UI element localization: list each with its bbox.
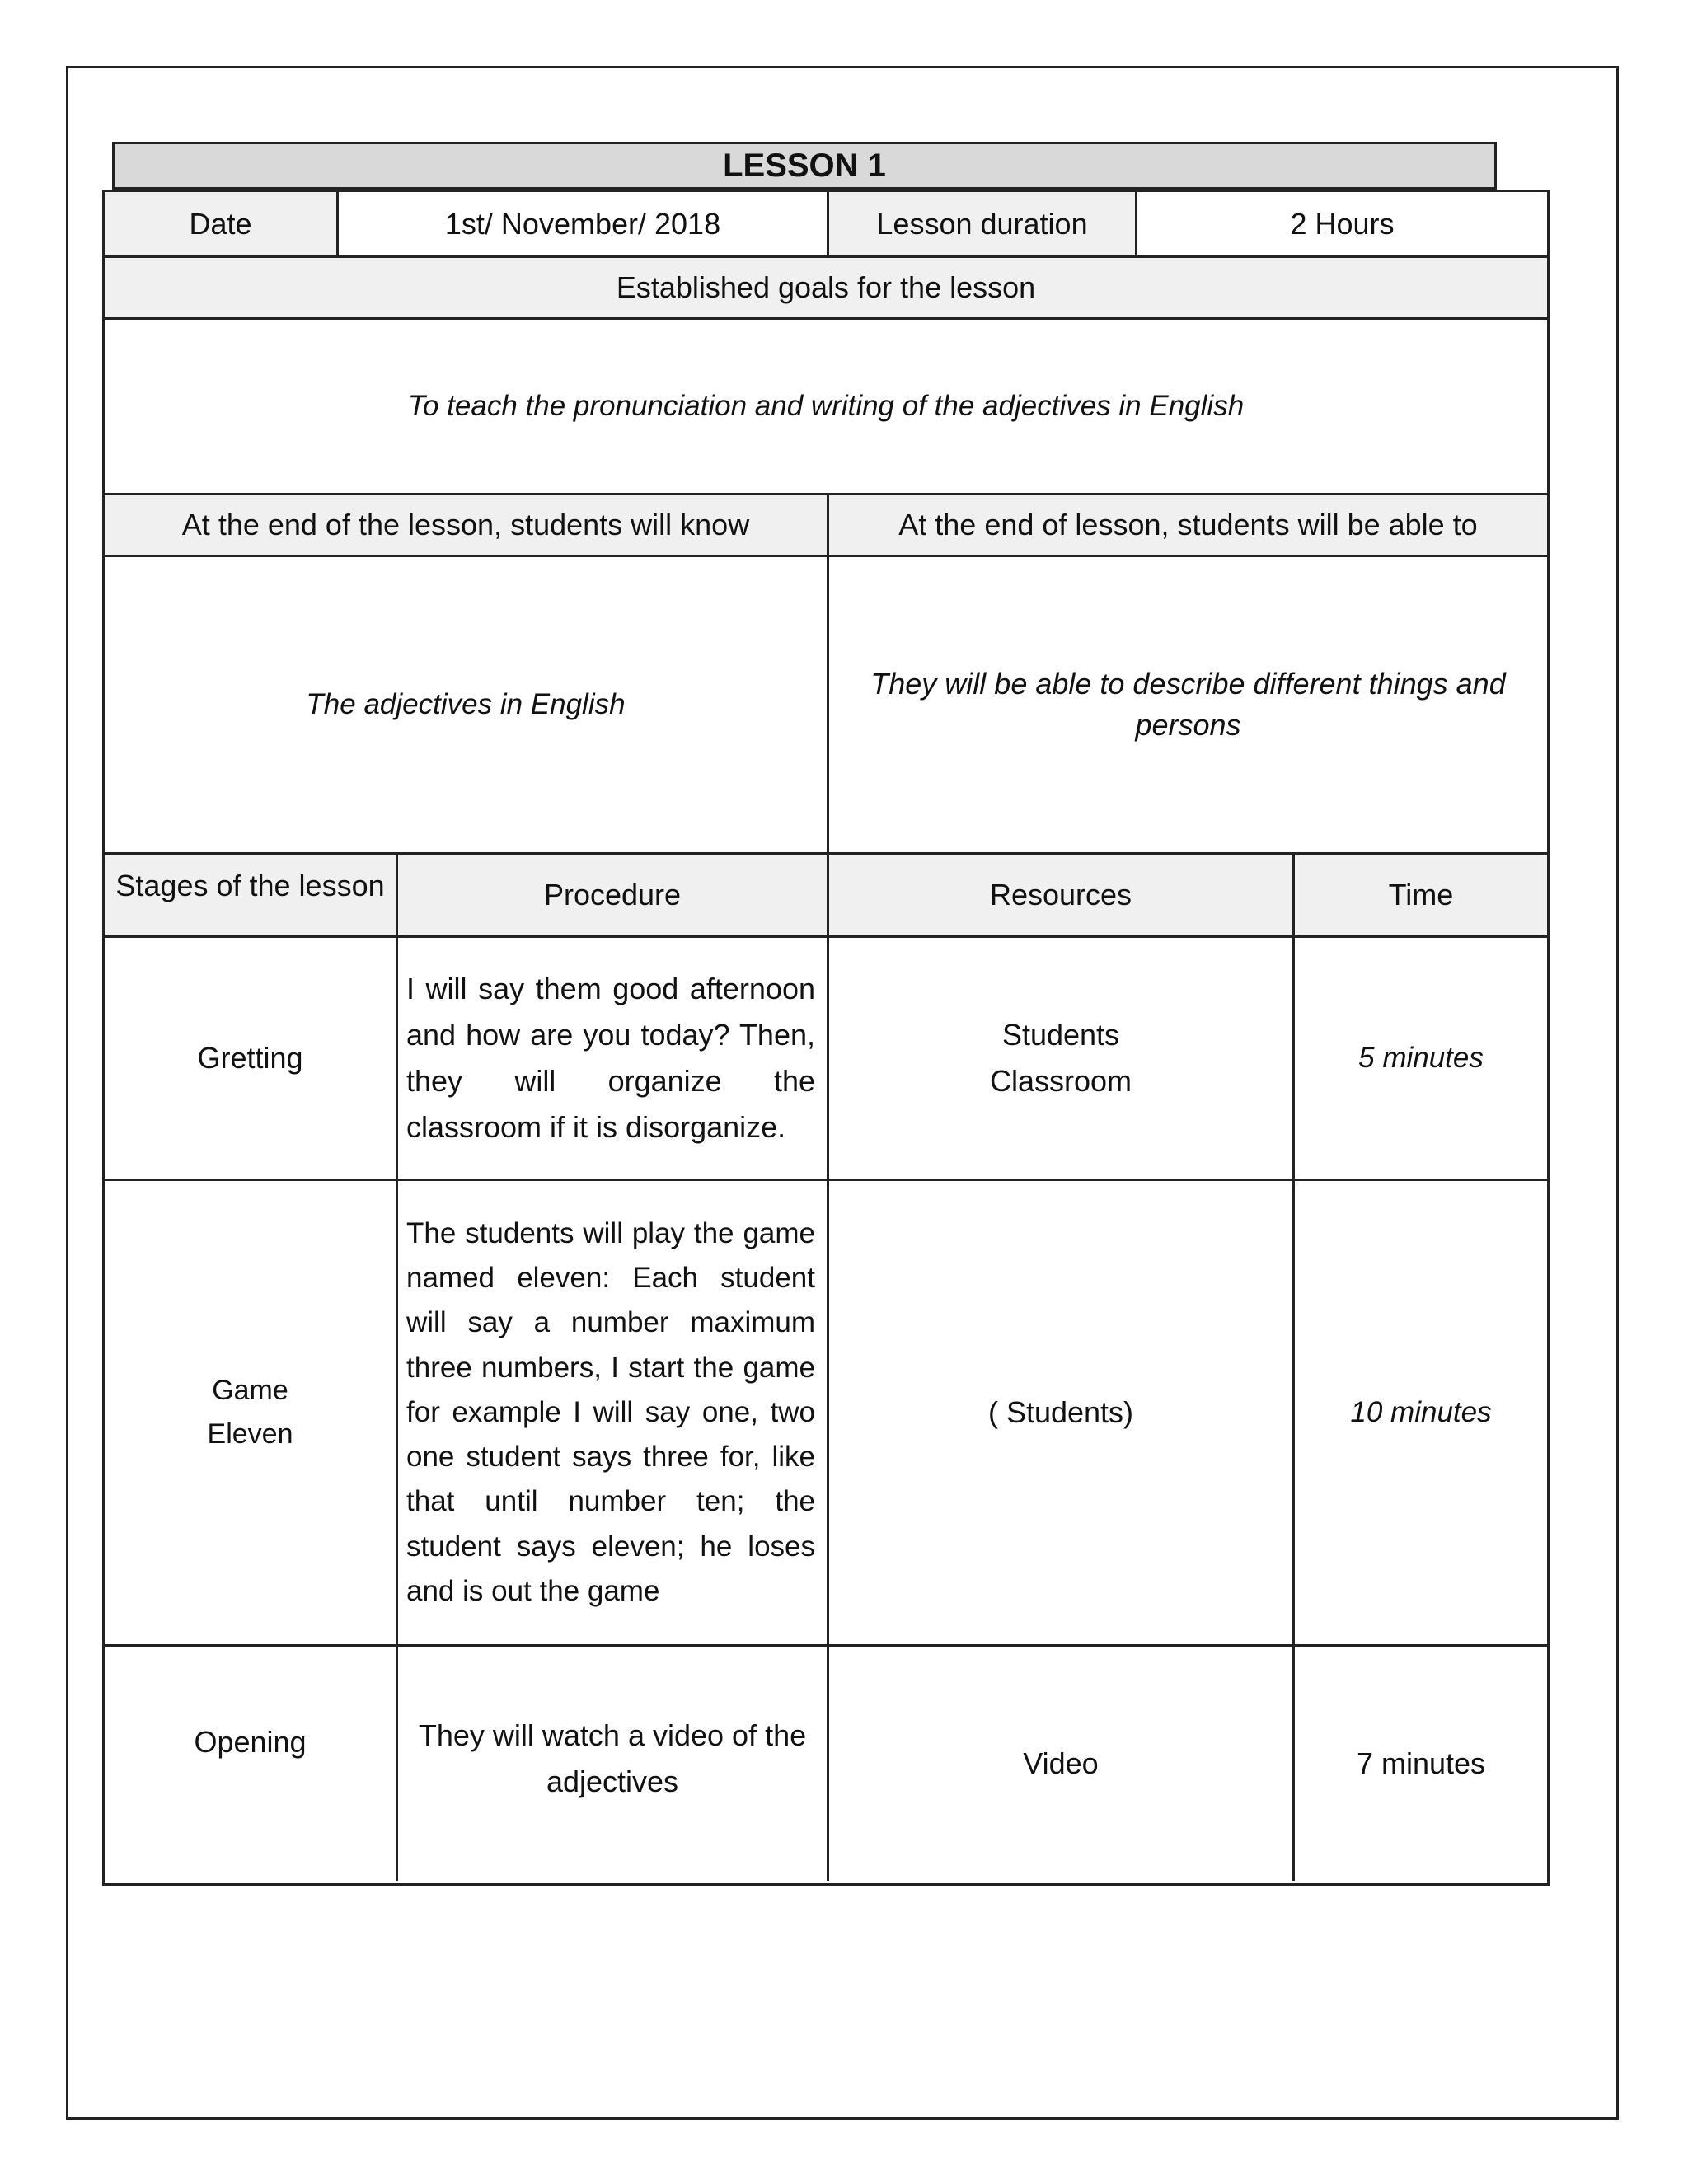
time-cell: 5 minutes <box>1292 935 1547 1179</box>
lesson-title: LESSON 1 <box>112 142 1497 190</box>
date-value: 1st/ November/ 2018 <box>336 192 827 255</box>
goals-text: To teach the pronunciation and writing of the adjectives in English <box>105 317 1547 493</box>
know-text: The adjectives in English <box>105 555 827 852</box>
column-header-time: Time <box>1292 852 1547 935</box>
resources-cell: Video <box>827 1644 1292 1881</box>
date-label: Date <box>105 192 336 255</box>
resources-cell: ( Students) <box>827 1179 1292 1644</box>
procedure-cell: They will watch a video of the adjectives <box>396 1644 827 1881</box>
column-header-resources: Resources <box>827 852 1292 935</box>
stages-table <box>102 852 1550 1886</box>
column-header-stages: Stages of the lesson <box>105 852 396 935</box>
know-heading: At the end of the lesson, students will know <box>105 493 827 555</box>
time-cell: 10 minutes <box>1292 1179 1547 1644</box>
procedure-cell: The students will play the game named eleven: Each student will say a number maximum three numbers, I start the game for example I will say one, two one student says three for, like that until number ten; the student says eleven; he loses and is out the game <box>396 1179 827 1644</box>
goals-heading: Established goals for the lesson <box>105 255 1547 317</box>
able-heading: At the end of lesson, students will be able to <box>827 493 1547 555</box>
able-text: They will be able to describe different things and persons <box>827 555 1547 852</box>
time-cell: 7 minutes <box>1292 1644 1547 1881</box>
stage-cell: Gretting <box>105 935 396 1179</box>
column-header-procedure: Procedure <box>396 852 827 935</box>
lesson-info-table <box>102 190 1550 855</box>
resources-cell: Students Classroom <box>827 935 1292 1179</box>
stage-cell: Opening <box>105 1644 396 1881</box>
duration-value: 2 Hours <box>1135 192 1547 255</box>
duration-label: Lesson duration <box>827 192 1135 255</box>
stage-cell: Game Eleven <box>105 1179 396 1644</box>
procedure-cell: I will say them good afternoon and how are you today? Then, they will organize the classroom if it is disorganize. <box>396 935 827 1179</box>
